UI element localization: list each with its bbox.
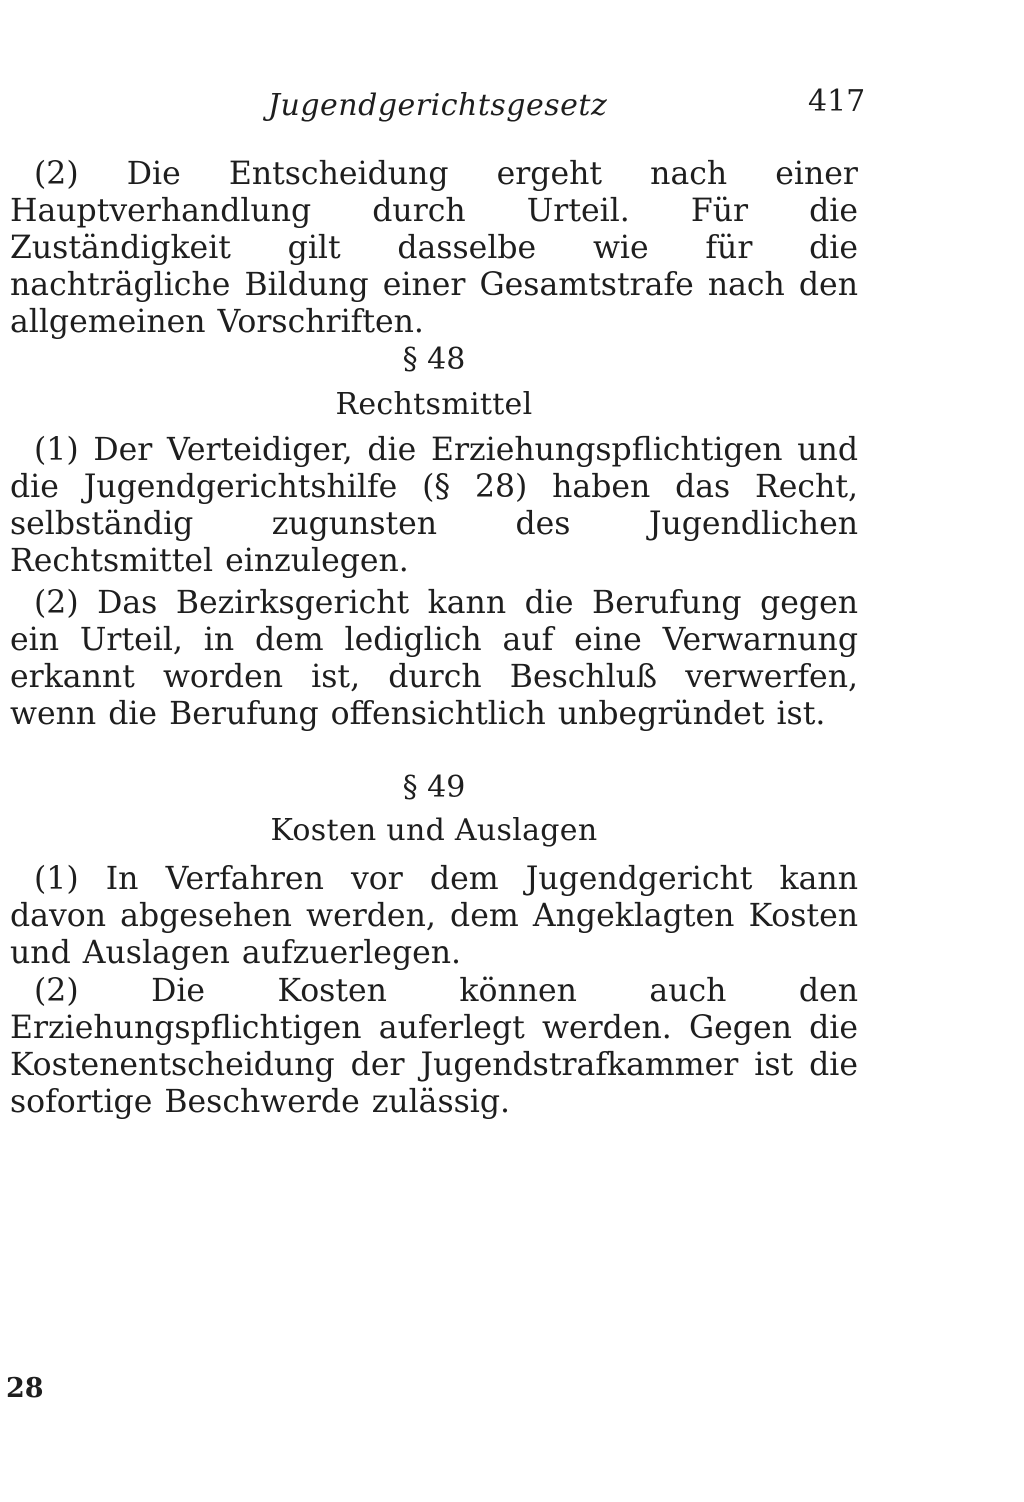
section-49-number: § 49 <box>402 770 466 805</box>
printer-signature-mark: 28 <box>6 1373 44 1404</box>
section-49-paragraph-2: (2) Die Kosten können auch den Erziehungspflichtigen auferlegt werden. Gegen die Kostenentscheidung der Jugendstrafkammer ist die sofortige Beschwerde zulässig. <box>10 973 858 1120</box>
running-title: Jugendgerichtsgesetz <box>268 88 608 123</box>
paragraph-intro-2: (2) Die Entscheidung ergeht nach einer Hauptverhandlung durch Urteil. Für die Zuständigkeit gilt dasselbe wie für die nachträgliche Bildung einer Gesamtstrafe nach den allgemeinen Vorschriften. <box>10 156 858 340</box>
section-48-number: § 48 <box>402 342 466 377</box>
section-48-title: Rechtsmittel <box>335 387 533 422</box>
section-48-paragraph-2: (2) Das Bezirksgericht kann die Berufung gegen ein Urteil, in dem lediglich auf eine Verwarnung erkannt worden ist, durch Beschluß verwerfen, wenn die Berufung offensichtlich unbegründet ist. <box>10 585 858 732</box>
section-49-paragraph-1: (1) In Verfahren vor dem Jugendgericht kann davon abgesehen werden, dem Angeklagten Kosten und Auslagen aufzuerlegen. <box>10 861 858 971</box>
section-49-title: Kosten und Auslagen <box>270 813 598 848</box>
page-number: 417 <box>808 84 866 119</box>
section-48-paragraph-1: (1) Der Verteidiger, die Erziehungspflichtigen und die Jugendgerichtshilfe (§ 28) haben das Recht, selbständig zugunsten des Jugendlichen Rechtsmittel einzulegen. <box>10 432 858 579</box>
